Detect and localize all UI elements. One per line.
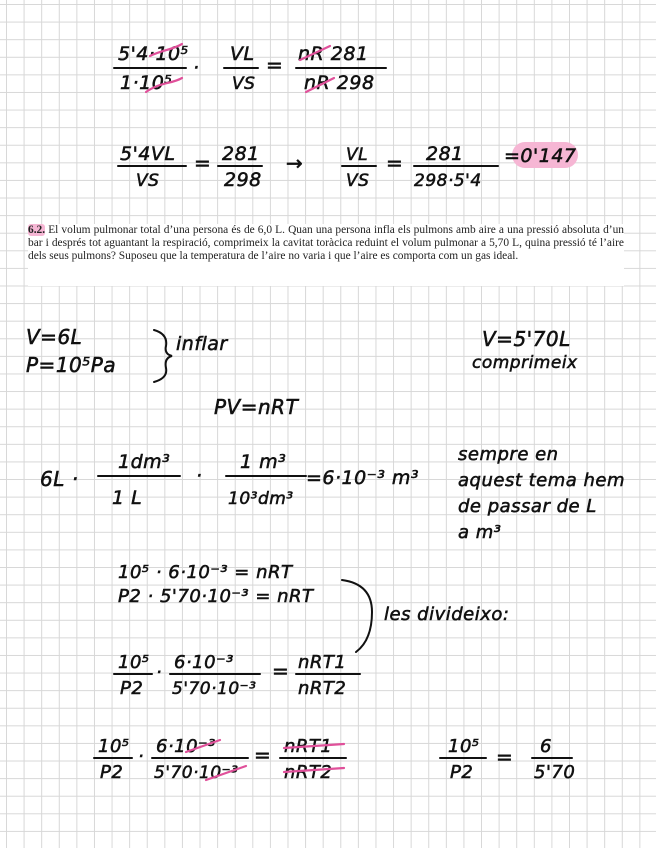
eq2-equals-1: = xyxy=(194,151,212,175)
ratio1-denominator-2: 5'70·10⁻³ xyxy=(172,679,257,699)
label-comprimeix: comprimeix xyxy=(472,353,578,373)
ratio-2 xyxy=(94,736,346,783)
ratio2-denominator-3: nRT2 xyxy=(284,762,333,783)
ratio1-equals: = xyxy=(272,659,290,683)
problem-text: El volum pulmonar total d’una persona és de 6,0 L. Quan una persona infla els pulmons amb aire a una pressió absoluta d’un bar i després tot aguantant la respiració, comprimeix la cavitat toràcica reduint el volum pulmonar a 5,70 L, quina pressió té l’aire dels seus pulmons? Suposeu que la temperatura de l’aire no varia i que l’aire es comporta com un gas ideal. xyxy=(28,224,624,262)
eq1-denominator-1: 1·10⁵ xyxy=(120,72,173,94)
eq1-equals: = xyxy=(266,53,284,77)
ratio1-numerator-2: 6·10⁻³ xyxy=(174,652,234,673)
eq2-numerator-1: 5'4VL xyxy=(120,143,176,165)
bracket xyxy=(342,580,372,652)
side-note-line-3: de passar de L xyxy=(458,496,597,517)
given-values xyxy=(26,325,578,382)
ratio1-denominator-1: P2 xyxy=(120,678,144,699)
conv-denominator-1: 1 L xyxy=(112,487,143,509)
eq1-numerator-3: nR 281 xyxy=(298,43,369,65)
ratio1-denominator-3: nRT2 xyxy=(298,678,347,699)
eq2-numerator-3: VL xyxy=(346,145,369,165)
eq1-denominator-3: nR 298 xyxy=(304,72,375,94)
problem-statement xyxy=(28,224,624,286)
ratio1-numerator-3: nRT1 xyxy=(298,652,347,673)
conv-numerator-2: 1 m³ xyxy=(240,451,287,473)
ratio2-numerator-1: 10⁵ xyxy=(98,736,130,757)
side-note-line-4: a m³ xyxy=(458,522,502,543)
eq2-arrow: → xyxy=(286,151,304,175)
ratio3-numerator-1: 10⁵ xyxy=(448,736,480,757)
eq2-denominator-3: VS xyxy=(346,171,370,191)
ratio2-dot: · xyxy=(138,746,145,767)
ratio3-equals: = xyxy=(496,745,514,769)
eq1-numerator-2: VL xyxy=(230,43,255,65)
conv-lead: 6L · xyxy=(40,467,79,491)
ratio2-equals: = xyxy=(254,743,272,767)
ratio-3 xyxy=(440,736,575,783)
ratio2-denominator-2: 5'70·10⁻³ xyxy=(154,763,239,783)
brace xyxy=(154,330,172,382)
given-volume: V=6L xyxy=(26,325,83,349)
ratio3-denominator-1: P2 xyxy=(450,762,474,783)
system-note: les divideixo: xyxy=(384,604,510,625)
ratio3-denominator-2: 5'70 xyxy=(534,762,576,783)
conv-result: =6·10⁻³ m³ xyxy=(306,467,420,489)
eq1-dot: · xyxy=(193,57,200,79)
problem-number: 6.2. xyxy=(28,224,46,236)
side-note-line-1: sempre en xyxy=(458,444,559,465)
given-pressure: P=10⁵Pa xyxy=(26,353,117,377)
equation-2 xyxy=(118,142,578,191)
eq2-numerator-4: 281 xyxy=(426,143,464,165)
label-inflar: inflar xyxy=(176,333,228,355)
conv-denominator-2: 10³dm³ xyxy=(228,489,294,509)
side-note xyxy=(458,444,625,543)
given-volume-2: V=5'70L xyxy=(482,327,571,351)
eq2-denominator-4: 298·5'4 xyxy=(414,171,482,191)
eq2-numerator-2: 281 xyxy=(222,143,260,165)
unit-conversion xyxy=(40,451,419,509)
eq2-equals-2: = xyxy=(386,151,404,175)
eq2-result: =0'147 xyxy=(504,145,577,167)
eq1-denominator-2: VS xyxy=(232,74,256,94)
ratio2-denominator-1: P2 xyxy=(100,762,124,783)
eq2-denominator-1: VS xyxy=(136,171,160,191)
ratio2-numerator-2: 6·10⁻³ xyxy=(156,736,216,757)
conv-dot: · xyxy=(196,465,203,487)
conv-numerator-1: 1dm³ xyxy=(118,451,171,473)
ratio-1 xyxy=(114,652,360,699)
equation-system xyxy=(118,562,510,652)
ratio1-dot: · xyxy=(156,662,163,683)
ratio1-numerator-1: 10⁵ xyxy=(118,652,150,673)
ratio2-numerator-3: nRT1 xyxy=(284,736,333,757)
side-note-line-2: aquest tema hem xyxy=(458,470,626,491)
eq1-numerator-1: 5'4·10⁵ xyxy=(118,43,189,65)
system-line-2: P2 · 5'70·10⁻³ = nRT xyxy=(118,586,314,607)
ideal-gas-law: PV=nRT xyxy=(214,395,299,419)
eq2-denominator-2: 298 xyxy=(224,169,262,191)
equation-1 xyxy=(114,43,386,94)
system-line-1: 10⁵ · 6·10⁻³ = nRT xyxy=(118,562,293,583)
ratio3-numerator-2: 6 xyxy=(540,736,552,757)
